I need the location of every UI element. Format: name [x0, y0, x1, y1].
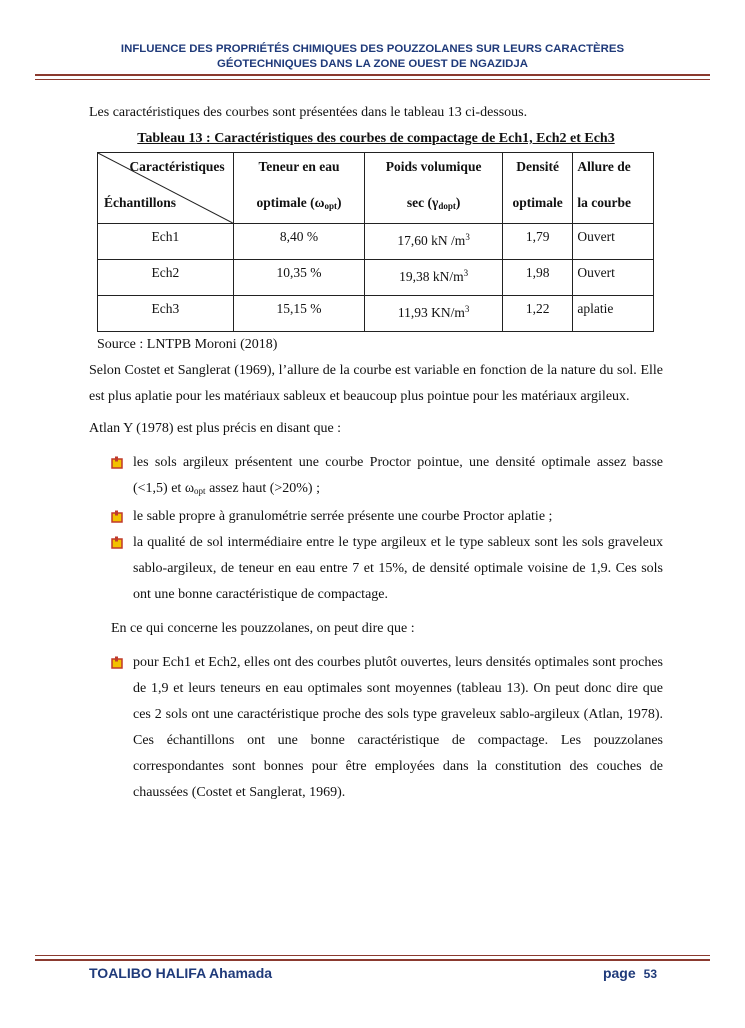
- running-header: [40, 42, 705, 72]
- corner-top-label: Caractéristiques: [129, 159, 225, 174]
- table-row: [98, 224, 654, 260]
- corner-header-cell: [98, 153, 234, 224]
- page-body: [89, 100, 663, 806]
- cell-teneur: 10,35 %: [233, 260, 365, 296]
- cell-teneur: 15,15 %: [233, 296, 365, 332]
- intro-paragraph: Les caractéristiques des courbes sont présentées dans le tableau 13 ci-dessous.: [89, 105, 528, 120]
- cell-teneur: 8,40 %: [233, 224, 365, 260]
- list-item: la qualité de sol intermédiaire entre le type argileux et le type sableux sont les sols graveleux sablo-argileux, de teneur en eau entre 7 et 15%, de densité optimale voisine de 1,9. Ces sols ont une bonne caractéristique de compactage.: [133, 530, 663, 608]
- cell-poids: 17,60 kN $/m^3$: [365, 224, 503, 260]
- table-caption: Tableau 13 : Caractéristiques des courbes de compactage de Ech1, Ech2 et Ech3: [137, 131, 615, 146]
- header-line-1: INFLUENCE DES PROPRIÉTÉS CHIMIQUES DES POUZZOLANES SUR LEURS CARACTÈRES: [120, 43, 625, 55]
- pointing-hand-bullet-icon: [110, 510, 124, 524]
- table-row: [98, 296, 654, 332]
- footer-author: TOALIBO HALIFA Ahamada: [89, 965, 273, 981]
- footer-page: [603, 965, 657, 981]
- pointing-hand-bullet-icon: [110, 456, 124, 470]
- cell-allure: Ouvert: [573, 224, 654, 260]
- pouzzolane-bullet-list: [89, 650, 663, 806]
- paragraph-atlan: Atlan Y (1978) est plus précis en disant que :: [89, 421, 342, 436]
- paragraph-pouzzolanes: En ce qui concerne les pouzzolanes, on peut dire que :: [111, 621, 415, 636]
- cell-ech: Ech3: [98, 296, 234, 332]
- footer-rule-thick: [35, 959, 710, 961]
- cell-allure: aplatie: [573, 296, 654, 332]
- header-line-2: GÉOTECHNIQUES DANS LA ZONE OUEST DE NGAZIDJA: [217, 58, 528, 70]
- header-densite: Densité optimale: [502, 153, 572, 224]
- header-rule-thin: [35, 79, 710, 80]
- cell-densite: 1,98: [502, 260, 572, 296]
- header-rule-thick: [35, 74, 710, 76]
- footer-rule-thin: [35, 955, 710, 956]
- page-label: page: [602, 965, 636, 981]
- header-teneur: Teneur en eau optimale $(\omega_{opt})$: [233, 153, 365, 224]
- paragraph-costet: Selon Costet et Sanglerat (1969), l’allure de la courbe est variable en fonction de la nature du sol. Elle est plus aplatie pour les matériaux sableux et beaucoup plus pointue pour les matériaux argileux.: [89, 363, 663, 404]
- compaction-table: [97, 152, 654, 332]
- pointing-hand-bullet-icon: [110, 656, 124, 670]
- cell-ech: Ech1: [98, 224, 234, 260]
- list-item: pour Ech1 et Ech2, elles ont des courbes plutôt ouvertes, leurs densités optimales sont proches de 1,9 et leurs teneurs en eau optimales sont moyennes (tableau 13). On peut donc dire que ces 2 sols ont une caractéristique proche des sols type graveleux sablo-argileux (Atlan, 1978). Ces échantillons ont une bonne caractéristique de compactage. Les pouzzolanes correspondantes sont bonnes pour être employées dans la constitution des couches de chaussées (Costet et Sanglerat, 1969).: [133, 650, 663, 806]
- list-item: les sols argileux présentent une courbe Proctor pointue, une densité optimale assez basse (<1,5) et $\omega_{opt}$ assez haut (>20%) ;: [133, 450, 663, 504]
- header-poids: Poids volumique $\sec (\gamma_{dopt})$: [365, 153, 503, 224]
- corner-bottom-label: Échantillons: [104, 195, 177, 210]
- atlan-bullet-list: [89, 450, 663, 608]
- cell-poids: 19,38 $kN/m^3$: [365, 260, 503, 296]
- list-item: le sable propre à granulométrie serrée présente une courbe Proctor aplatie ;: [133, 504, 663, 530]
- cell-poids: 11,93 $KN/m^3$: [365, 296, 503, 332]
- pointing-hand-bullet-icon: [110, 536, 124, 550]
- cell-densite: 1,79: [502, 224, 572, 260]
- table-source: Source : LNTPB Moroni (2018): [97, 337, 278, 352]
- cell-ech: Ech2: [98, 260, 234, 296]
- header-allure: Allure de la courbe: [573, 153, 654, 224]
- page-number: 53: [643, 967, 657, 981]
- cell-densite: 1,22: [502, 296, 572, 332]
- cell-allure: Ouvert: [573, 260, 654, 296]
- table-row: [98, 260, 654, 296]
- table-header-row: [98, 153, 654, 224]
